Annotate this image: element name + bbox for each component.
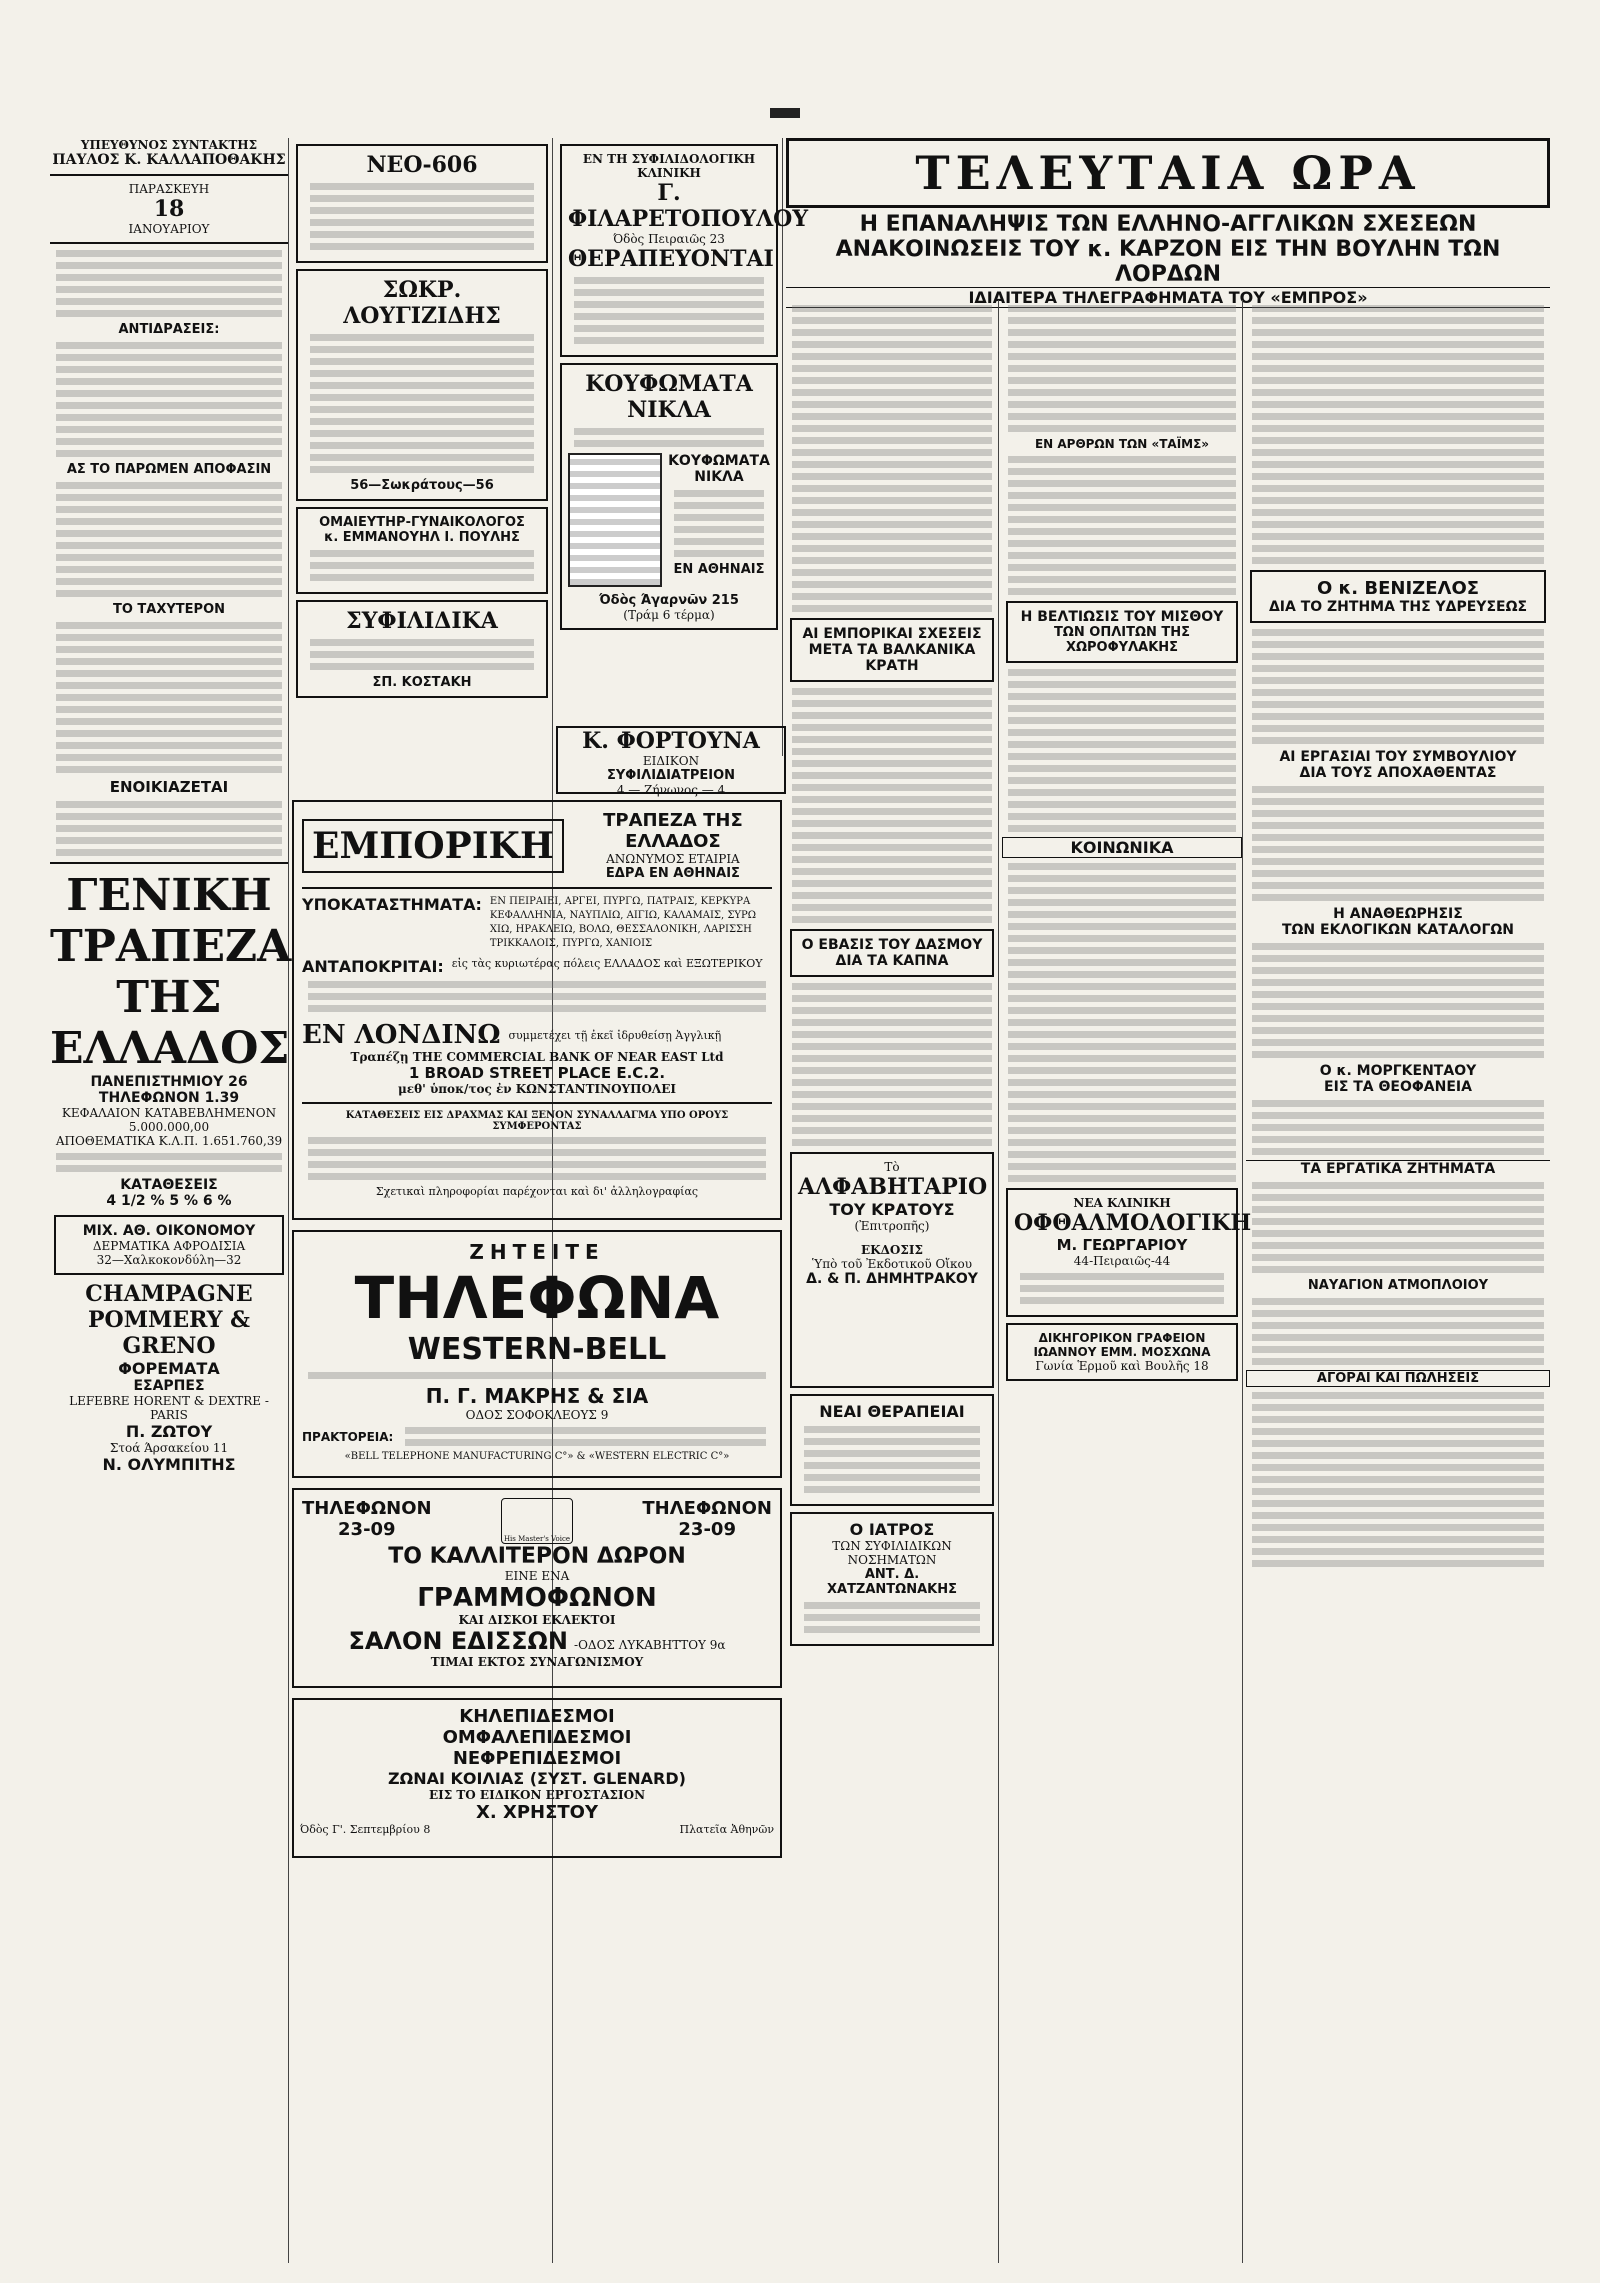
fortouna-sub: ΕΙΔΙΚΟΝ bbox=[642, 754, 700, 768]
oikonomou-addr: 32—Χαλκοκονδύλη—32 bbox=[96, 1253, 242, 1267]
agarwn: Όδὸς Άγαρνῶν 215 bbox=[599, 593, 739, 608]
deposits-notice: ΚΑΤΑΘΕΣΕΙΣ ΕΙΣ ΔΡΑΧΜΑΣ ΚΑΙ ΞΕΝΟΝ ΣΥΝΑΛΛΑΓΜΑ ΥΠΟ ΟΡΟΥΣ ΣΥΜΦΕΡΟΝΤΑΣ bbox=[345, 1110, 729, 1132]
fixed-prices: ΤΙΜΑΙ ΕΚΤΟΣ ΣΥΝΑΓΩΝΙΣΜΟΥ bbox=[430, 1655, 644, 1669]
pommery: POMMERY & GRENO bbox=[87, 1307, 250, 1359]
london: ΕΝ ΛΟΝΔΙΝΩ bbox=[302, 1020, 501, 1050]
column-6 bbox=[1246, 300, 1550, 2263]
sokr: ΣΩΚΡ. ΛΟΥΓΙΖΙΔΗΣ bbox=[343, 277, 501, 329]
sokr-addr: 56—Σωκράτους—56 bbox=[350, 478, 494, 493]
right-headlines bbox=[786, 212, 1550, 308]
geniki-addr: ΠΑΝΕΠΙΣΤΗΜΙΟΥ 26 bbox=[90, 1074, 248, 1090]
velt: Η ΒΕΛΤΙΩΣΙΣ ΤΟΥ ΜΙΣΘΟΥ bbox=[1020, 609, 1224, 625]
fortouna-name: Κ. ΦΟΡΤΟΥΝΑ bbox=[582, 728, 760, 754]
neo606: ΝΕΟ-606 bbox=[366, 152, 478, 178]
salon: ΣΑΛΟΝ ΕΔΙΣΣΩΝ bbox=[348, 1627, 569, 1655]
hmv-logo: His Master's Voice bbox=[501, 1498, 573, 1544]
fortouna-ad bbox=[556, 726, 786, 797]
to-tachyteron: ΤΟ ΤΑΧΥΤΕΡΟΝ bbox=[112, 602, 226, 617]
esarpes: ΕΣΑΡΠΕΣ bbox=[133, 1378, 205, 1394]
morgentaou: Ο κ. ΜΟΡΓΚΕΝΤΑΟΥ bbox=[1319, 1063, 1477, 1079]
oikonomou-name: ΜΙΧ. ΑΘ. ΟΙΚΟΝΟΜΟΥ bbox=[82, 1223, 256, 1239]
hernia-1: ΚΗΛΕΠΙΔΕΣΜΟΙ bbox=[459, 1706, 615, 1727]
zotou-addr: Στοά Άρσακείου 11 bbox=[109, 1441, 229, 1455]
column-3 bbox=[556, 138, 809, 756]
hernia-5: ΕΙΣ ΤΟ ΕΙΔΙΚΟΝ ΕΡΓΟΣΤΑΣΙΟΝ bbox=[428, 1788, 646, 1802]
emporiki-info: Σχετικαὶ πληροφορίαι παρέχονται καὶ δι' ἀλληλογραφίας bbox=[375, 1185, 699, 1198]
date-num: 18 bbox=[153, 196, 185, 222]
western-bell: WESTERN-BELL bbox=[407, 1332, 667, 1367]
ofth: ΟΦΘΑΛΜΟΛΟΓΙΚΗ bbox=[1014, 1210, 1252, 1236]
column-4 bbox=[786, 300, 999, 2263]
zitite: ΖΗΤΕΙΤΕ bbox=[469, 1240, 605, 1264]
antidraseis: ΑΝΤΙΔΡΑΣΕΙΣ: bbox=[118, 322, 220, 337]
nees: ΝΕΑΙ ΘΕΡΑΠΕΙΑΙ bbox=[819, 1402, 965, 1421]
lefebre: LEFEBRE HORENT & DEXTRE - PARIS bbox=[69, 1394, 269, 1422]
masthead-fragment bbox=[770, 108, 800, 118]
kpoli: μεθ' ὑποκ/τος ἐν ΚΩΝΣΤΑΝΤΙΝΟΥΠΟΛΕΙ bbox=[398, 1082, 676, 1096]
teleutaia-ora-box bbox=[786, 138, 1550, 208]
telefona-footer: «BELL TELEPHONE MANUFACTURING C°» & «WESTERN ELECTRIC C°» bbox=[344, 1451, 730, 1462]
kapna: ΔΙΑ ΤΑ ΚΑΠΝΑ bbox=[835, 953, 949, 969]
relations: ΑΙ ΕΜΠΟΡΙΚΑΙ ΣΧΕΣΕΙΣ bbox=[802, 626, 982, 642]
best-gift: ΤΟ ΚΑΛΛΙΤΕΡΟΝ ΔΩΡΟΝ bbox=[388, 1544, 686, 1569]
dikigoriko: ΔΙΚΗΓΟΡΙΚΟΝ ΓΡΑΦΕΙΟΝ bbox=[1038, 1331, 1206, 1345]
oikonomou-sub: ΔΕΡΜΑΤΙΚΑ ΑΦΡΟΔΙΣΙΑ bbox=[92, 1239, 246, 1253]
nikla: ΝΙΚΛΑ bbox=[694, 469, 744, 485]
geniki-cap1: ΚΕΦΑΛΑΙΟΝ ΚΑΤΑΒΕΒΛΗΜΕΝΟΝ 5.000.000,00 bbox=[61, 1106, 277, 1134]
tel-left: ΤΗΛΕΦΩΝΟΝ bbox=[302, 1498, 432, 1519]
broad: 1 BROAD STREET PLACE E.C.2. bbox=[408, 1064, 666, 1082]
emporiki-company: ΑΝΩΝΥΜΟΣ ΕΤΑΙΡΙΑ bbox=[606, 852, 740, 866]
omaieytiri: ΟΜΑΙΕΥΤΗΡ-ΓΥΝΑΙΚΟΛΟΓΟΣ bbox=[319, 515, 525, 530]
moschona-addr: Γωνία Ἑρμοῦ καὶ Βουλῆς 18 bbox=[1035, 1359, 1209, 1373]
nea-kliniki: ΝΕΑ ΚΛΙΝΙΚΗ bbox=[1073, 1196, 1171, 1210]
katalogon: ΤΩΝ ΕΚΛΟΓΙΚΩΝ ΚΑΤΑΛΟΓΩΝ bbox=[1281, 922, 1514, 938]
ofth-addr: 44-Πειραιῶς-44 bbox=[1073, 1254, 1171, 1268]
koufomata-title: ΚΟΥΦΩΜΑΤΑ ΝΙΚΛΑ bbox=[585, 371, 753, 423]
window-image bbox=[568, 453, 662, 587]
gramophone: ΓΡΑΜΜΟΦΩΝΟΝ bbox=[417, 1583, 657, 1613]
alfa: ΑΛΦΑΒΗΤΑΡΙΟ bbox=[798, 1174, 988, 1200]
koinonika: ΚΟΙΝΩΝΙΚΑ bbox=[1002, 837, 1242, 858]
branches-2: ΚΕΦΑΛΛΗΝΙΑ, ΝΑΥΠΛΙΩ, ΑΙΓΙΩ, ΚΑΛΑΜΑΙΣ, ΣΥΡΩ bbox=[489, 910, 757, 921]
commercial: Τραπέζῃ THE COMMERCIAL BANK OF NEAR EAST Ltd bbox=[350, 1050, 724, 1064]
venizelos-sub: ΔΙΑ ΤΟ ΖΗΤΗΜΑ ΤΗΣ ΥΔΡΕΥΣΕΩΣ bbox=[1268, 599, 1528, 615]
head2: ΑΝΑΚΟΙΝΩΣΕΙΣ ΤΟΥ κ. ΚΑΡΖΟΝ ΕΙΣ ΤΗΝ ΒΟΥΛΗΝ ΤΩΝ ΛΟΡΔΩΝ bbox=[835, 237, 1501, 287]
emmanouil: κ. ΕΜΜΑΝΟΥΗΛ Ι. ΠΟΥΛΗΣ bbox=[324, 530, 520, 545]
alfa-to: Τὸ bbox=[884, 1160, 900, 1174]
gramophone-ad bbox=[292, 1488, 782, 1688]
iatros-sub: ΤΩΝ ΣΥΦΙΛΙΔΙΚΩΝ ΝΟΣΗΜΑΤΩΝ bbox=[832, 1539, 952, 1567]
hernia-2: ΟΜΦΑΛΕΠΙΔΕΣΜΟΙ bbox=[442, 1727, 632, 1748]
ergatika: ΤΑ ΕΡΓΑΤΙΚΑ ΖΗΤΗΜΑΤΑ bbox=[1246, 1160, 1550, 1177]
ekdosis-sub: Ὑπὸ τοῦ Ἐκδοτικοῦ Οἴκου bbox=[811, 1257, 973, 1271]
london-sub: συμμετέχει τῇ ἐκεῖ ἱδρυθείσῃ Ἀγγλικῇ bbox=[508, 1028, 722, 1042]
discs: ΚΑΙ ΔΙΣΚΟΙ ΕΚΛΕΚΤΟΙ bbox=[458, 1613, 616, 1627]
tram: (Τράμ 6 τέρμα) bbox=[623, 608, 715, 622]
telefona-title: ΤΗΛΕΦΩΝΑ bbox=[354, 1264, 720, 1332]
fortouna-title: ΣΥΦΙΛΙΔΙΑΤΡΕΙΟΝ bbox=[606, 768, 736, 783]
venizelos: Ο κ. ΒΕΝΙΖΕΛΟΣ bbox=[1316, 578, 1480, 599]
column-1 bbox=[50, 138, 292, 2263]
month: ΙΑΝΟΥΑΡΙΟΥ bbox=[128, 222, 210, 236]
teleutaia-ora: ΤΕΛΕΥΤΑΙΑ ΩΡΑ bbox=[915, 146, 1421, 200]
therapevontai: ΘΕΡΑΠΕΥΟΝΤΑΙ bbox=[568, 246, 774, 272]
alfa-sub: ΤΟΥ ΚΡΑΤΟΥΣ bbox=[829, 1200, 955, 1219]
enoikiazetai: ΕΝΟΙΚΙΑΖΕΤΑΙ bbox=[109, 778, 229, 796]
emporiki-ad bbox=[292, 800, 782, 1220]
day: ΠΑΡΑΣΚΕΥΗ bbox=[128, 182, 210, 196]
branches-1: ΕΝ ΠΕΙΡΑΙΕΙ, ΑΡΓΕΙ, ΠΥΡΓΩ, ΠΑΤΡΑΙΣ, ΚΕΡΚΥΡΑ bbox=[489, 896, 751, 907]
emporiki-seat: ΕΔΡΑ ΕΝ ΑΘΗΝΑΙΣ bbox=[605, 866, 740, 881]
geniki-title-2: ΤΗΣ ΕΛΛΑΔΟΣ bbox=[50, 972, 290, 1074]
klinki: ΕΝ ΤΗ ΣΥΦΙΛΙΔΟΛΟΓΙΚΗ ΚΛΙΝΙΚΗ bbox=[582, 152, 756, 180]
moschona: ΙΩΑΝΝΟΥ ΕΜΜ. ΜΟΣΧΩΝΑ bbox=[1033, 1345, 1211, 1359]
head1: Η ΕΠΑΝΑΛΗΨΙΣ ΤΩΝ ΕΛΛΗΝΟ-ΑΓΓΛΙΚΩΝ ΣΧΕΣΕΩΝ bbox=[859, 212, 1477, 237]
koufomata-2: ΚΟΥΦΩΜΑΤΑ bbox=[668, 453, 770, 469]
filar-addr: Όδὸς Πειραιῶς 23 bbox=[613, 232, 725, 246]
geniki-cap2: ΑΠΟΘΕΜΑΤΙΚΑ Κ.Λ.Π. 1.651.760,39 bbox=[55, 1134, 283, 1148]
editor-label: ΥΠΕΥΘΥΝΟΣ ΣΥΝΤΑΚΤΗΣ bbox=[80, 138, 258, 152]
fortouna-addr: 4 — Ζήνωνος — 4 bbox=[616, 783, 726, 797]
ergasiai: ΑΙ ΕΡΓΑΣΙΑΙ ΤΟΥ ΣΥΜΒΟΥΛΙΟΥ bbox=[1279, 749, 1517, 765]
geniki-title-1: ΓΕΝΙΚΗ ΤΡΑΠΕΖΑ bbox=[50, 870, 292, 972]
hernia-8: Πλατεῖα Ἀθηνῶν bbox=[679, 1823, 774, 1836]
kostakis: ΣΠ. ΚΟΣΤΑΚΗ bbox=[372, 675, 472, 690]
eine: ΕΙΝΕ ΕΝΑ bbox=[504, 1569, 570, 1583]
agorai: ΑΓΟΡΑΙ ΚΑΙ ΠΩΛΗΣΕΙΣ bbox=[1246, 1370, 1550, 1387]
velt-sub: ΤΩΝ ΟΠΛΙΤΩΝ ΤΗΣ ΧΩΡΟΦΥΛΑΚΗΣ bbox=[1053, 625, 1191, 655]
as-to-parwmen: ΑΣ ΤΟ ΠΑΡΩΜΕΝ ΑΠΟΦΑΣΙΝ bbox=[66, 462, 272, 477]
georgiou: Μ. ΓΕΩΡΓΑΡΙΟΥ bbox=[1056, 1236, 1188, 1254]
anathewrisis: Η ΑΝΑΘΕΩΡΗΣΙΣ bbox=[1333, 906, 1463, 922]
dimitrakou: Δ. & Π. ΔΗΜΗΤΡΑΚΟΥ bbox=[806, 1271, 978, 1287]
champagne: CHAMPAGNE bbox=[85, 1281, 253, 1307]
reps-label: ΠΡΑΚΤΟΡΕΙΑ: bbox=[302, 1429, 394, 1444]
hernia-6: Χ. ΧΡΗΣΤΟΥ bbox=[475, 1802, 599, 1823]
zotou: Π. ΖΩΤΟΥ bbox=[125, 1422, 213, 1441]
relations-sub: ΜΕΤΑ ΤΑ ΒΑΛΚΑΝΙΚΑ ΚΡΑΤΗ bbox=[808, 642, 976, 674]
tel-right-num: 23-09 bbox=[678, 1519, 736, 1540]
emporiki-sub: ΤΡΑΠΕΖΑ ΤΗΣ ΕΛΛΑΔΟΣ bbox=[603, 810, 743, 852]
makris-addr: ΟΔΟΣ ΣΟΦΟΚΛΕΟΥΣ 9 bbox=[465, 1408, 609, 1422]
syfilidika: ΣΥΦΙΛΙΔΙΚΑ bbox=[346, 608, 498, 634]
filar: Γ. ΦΙΛΑΡΕΤΟΠΟΥΛΟΥ bbox=[568, 180, 809, 232]
theophaneia: ΕΙΣ ΤΑ ΘΕΟΦΑΝΕΙΑ bbox=[1324, 1079, 1472, 1095]
correspondents-label: ΑΝΤΑΠΟΚΡΙΤΑΙ: bbox=[302, 957, 444, 976]
tel-left-num: 23-09 bbox=[338, 1519, 396, 1540]
geniki-tel: ΤΗΛΕΦΩΝΟΝ 1.39 bbox=[98, 1090, 240, 1106]
telefona-ad bbox=[292, 1230, 782, 1478]
hernia-ad bbox=[292, 1698, 782, 1858]
olympitis: Ν. ΟΛΥΜΠΙΤΗΣ bbox=[102, 1455, 236, 1474]
branches-4: ΤΡΙΚΚΑΛΟΙΣ, ΠΥΡΓΩ, ΧΑΝΙΟΙΣ bbox=[489, 938, 653, 949]
apoxathentas: ΔΙΑ ΤΟΥΣ ΑΠΟΧΑΘΕΝΤΑΣ bbox=[1299, 765, 1497, 781]
hernia-3: ΝΕΦΡΕΠΙΔΕΣΜΟΙ bbox=[452, 1748, 622, 1769]
hernia-7: Όδὸς Γ'. Σεπτεμβρίου 8 bbox=[300, 1823, 431, 1836]
salon-addr: -ΟΔΟΣ ΛΥΚΑΒΗΤΤΟΥ 9α bbox=[574, 1638, 726, 1652]
iatros: Ο ΙΑΤΡΟΣ bbox=[849, 1520, 935, 1539]
branches-label: ΥΠΟΚΑΤΑΣΤΗΜΑΤΑ: bbox=[302, 895, 482, 914]
emporiki-title: ΕΜΠΟΡΙΚΗ bbox=[302, 819, 564, 873]
head3: ΙΔΙΑΙΤΕΡΑ ΤΗΛΕΓΡΑΦΗΜΑΤΑ ΤΟΥ «ΕΜΠΡΟΣ» bbox=[786, 287, 1550, 308]
editor-name: ΠΑΥΛΟΣ Κ. ΚΑΛΛΑΠΟΘΑΚΗΣ bbox=[52, 152, 286, 168]
makris: Π. Γ. ΜΑΚΡΗΣ & ΣΙΑ bbox=[425, 1384, 649, 1408]
kataθeseis: ΚΑΤΑΘΕΣΕΙΣ bbox=[120, 1177, 218, 1193]
column-5 bbox=[1002, 300, 1252, 2263]
alfa-epit: (Ἐπιτροπῆς) bbox=[854, 1219, 930, 1233]
times: ΕΝ ΑΡΘΡΩΝ ΤΩΝ «ΤΑΪΜΣ» bbox=[1034, 437, 1210, 451]
forema: ΦΟΡΕΜΑΤΑ bbox=[118, 1359, 220, 1378]
correspondents: εἰς τὰς κυριωτέρας πόλεις ΕΛΛΑΔΟΣ καὶ ΕΞΩΤΕΡΙΚΟΥ bbox=[451, 957, 763, 970]
en-athinais: ΕΝ ΑΘΗΝΑΙΣ bbox=[673, 562, 765, 577]
hernia-4: ΖΩΝΑΙ ΚΟΙΛΙΑΣ (ΣΥΣΤ. GLENARD) bbox=[388, 1769, 686, 1788]
navagion: ΝΑΥΑΓΙΟΝ ΑΤΜΟΠΛΟΙΟΥ bbox=[1307, 1278, 1489, 1293]
branches-3: ΧΙΩ, ΗΡΑΚΛΕΙΩ, ΒΟΛΩ, ΘΕΣΣΑΛΟΝΙΚΗ, ΛΑΡΙΣΣΗ bbox=[489, 924, 752, 935]
xatzantonakis: ΑΝΤ. Δ. ΧΑΤΖΑΝΤΩΝΑΚΗΣ bbox=[826, 1567, 957, 1597]
rates: 4 1/2 % 5 % 6 % bbox=[106, 1193, 232, 1209]
ekdosis: ΕΚΔΟΣΙΣ bbox=[861, 1243, 923, 1257]
tel-right: ΤΗΛΕΦΩΝΟΝ bbox=[642, 1498, 772, 1519]
dasmos: Ο ΕΒΑΣΙΣ ΤΟΥ ΔΑΣΜΟΥ bbox=[801, 937, 983, 953]
